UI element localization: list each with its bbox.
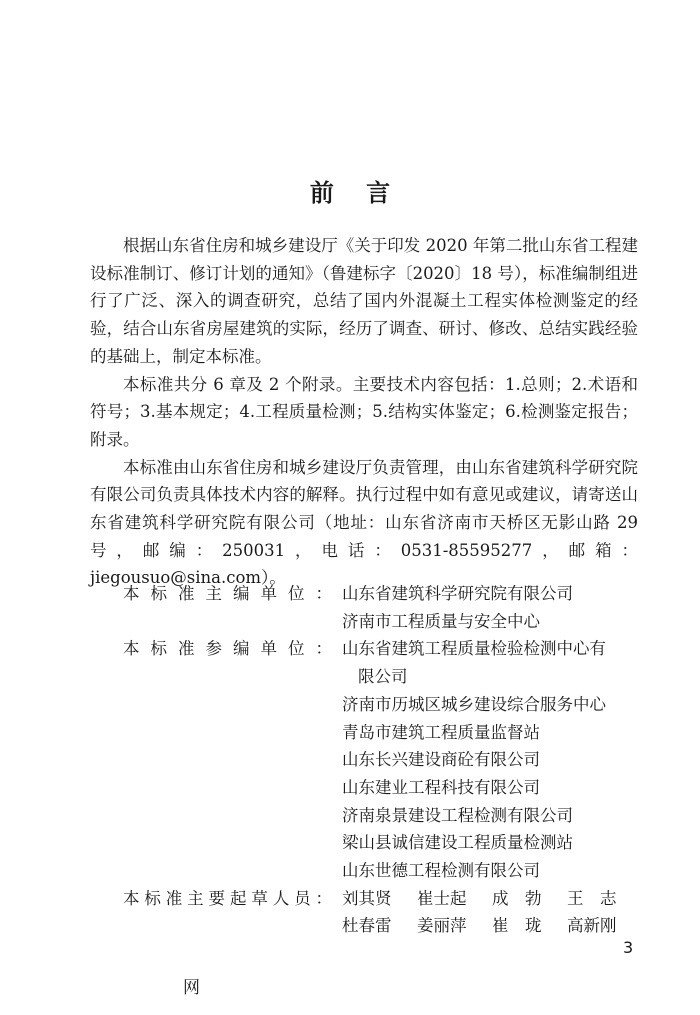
unit-item: 山东世德工程检测有限公司 — [342, 861, 540, 881]
paragraph-background: 根据山东省住房和城乡建设厅《关于印发 2020 年第二批山东省工程建设标准制订、修订计划的通知》（鲁建标字〔2020〕18 号），标准编制组进行了广泛、深入的调查研究，总结了国内外混凝土工程实体检测鉴定的经验，结合山东省房屋建筑的实际，经历了调查、研讨、修改、总结实践经验的基础上，制定本标准。 — [90, 236, 638, 366]
drafter-name: 刘其贤 — [342, 888, 392, 908]
participating-units-label: 本标准参编单位： — [123, 639, 332, 659]
paragraph-management: 本标准由山东省住房和城乡建设厅负责管理，由山东省建筑科学研究院有限公司负责具体技术内容的解释。执行过程中如有意见或建议，请寄送山东省建筑科学研究院有限公司（地址：山东省济南市天桥区无影山路 29 号，邮编：250031，电话：0531-85595277，邮箱：jiegousuo@sina.com）。 — [90, 457, 638, 588]
unit-item-continuation: 限公司 — [358, 667, 408, 687]
unit-item: 青岛市建筑工程质量监督站 — [342, 722, 540, 742]
participating-units-list — [342, 635, 642, 884]
unit-item: 济南市工程质量与安全中心 — [342, 611, 540, 631]
unit-item: 济南市历城区城乡建设综合服务中心 — [342, 694, 606, 714]
unit-item: 山东省建筑科学研究院有限公司 — [342, 584, 573, 603]
unit-item: 山东省建筑工程质量检验检测中心有 — [342, 639, 606, 659]
drafter-name: 杜春雷 — [342, 916, 392, 936]
preface-body — [90, 232, 638, 592]
chief-units-list — [342, 580, 642, 635]
watermark-text: 网 — [183, 978, 200, 998]
drafter-name: 王 志 — [567, 888, 617, 908]
page-title: 前 言 — [309, 179, 403, 207]
drafter-name: 高新刚 — [567, 916, 617, 936]
participating-units-row — [90, 635, 650, 884]
drafters-label: 本标准主要起草人员： — [123, 888, 332, 908]
drafters-list — [342, 885, 642, 940]
paragraph-contents: 本标准共分 6 章及 2 个附录。主要技术内容包括：1.总则；2.术语和符号；3.基本规定；4.工程质量检测；5.结构实体鉴定；6.检测鉴定报告；附录。 — [90, 374, 638, 449]
drafter-name: 崔士起 — [417, 888, 467, 908]
credits-section — [90, 580, 650, 940]
unit-item: 济南泉景建设工程检测有限公司 — [342, 805, 573, 825]
page-number: 3 — [623, 938, 634, 957]
unit-item: 梁山县诚信建设工程质量检测站 — [342, 833, 573, 853]
drafter-name: 成 勃 — [492, 888, 542, 908]
drafter-name: 崔 珑 — [492, 916, 542, 936]
unit-item: 山东长兴建设商砼有限公司 — [342, 750, 540, 770]
chief-units-label: 本标准主编单位： — [123, 584, 332, 603]
unit-item: 山东建业工程科技有限公司 — [342, 777, 540, 797]
chief-units-row — [90, 580, 650, 635]
drafters-row — [90, 885, 650, 940]
drafter-name: 姜丽萍 — [417, 916, 467, 936]
